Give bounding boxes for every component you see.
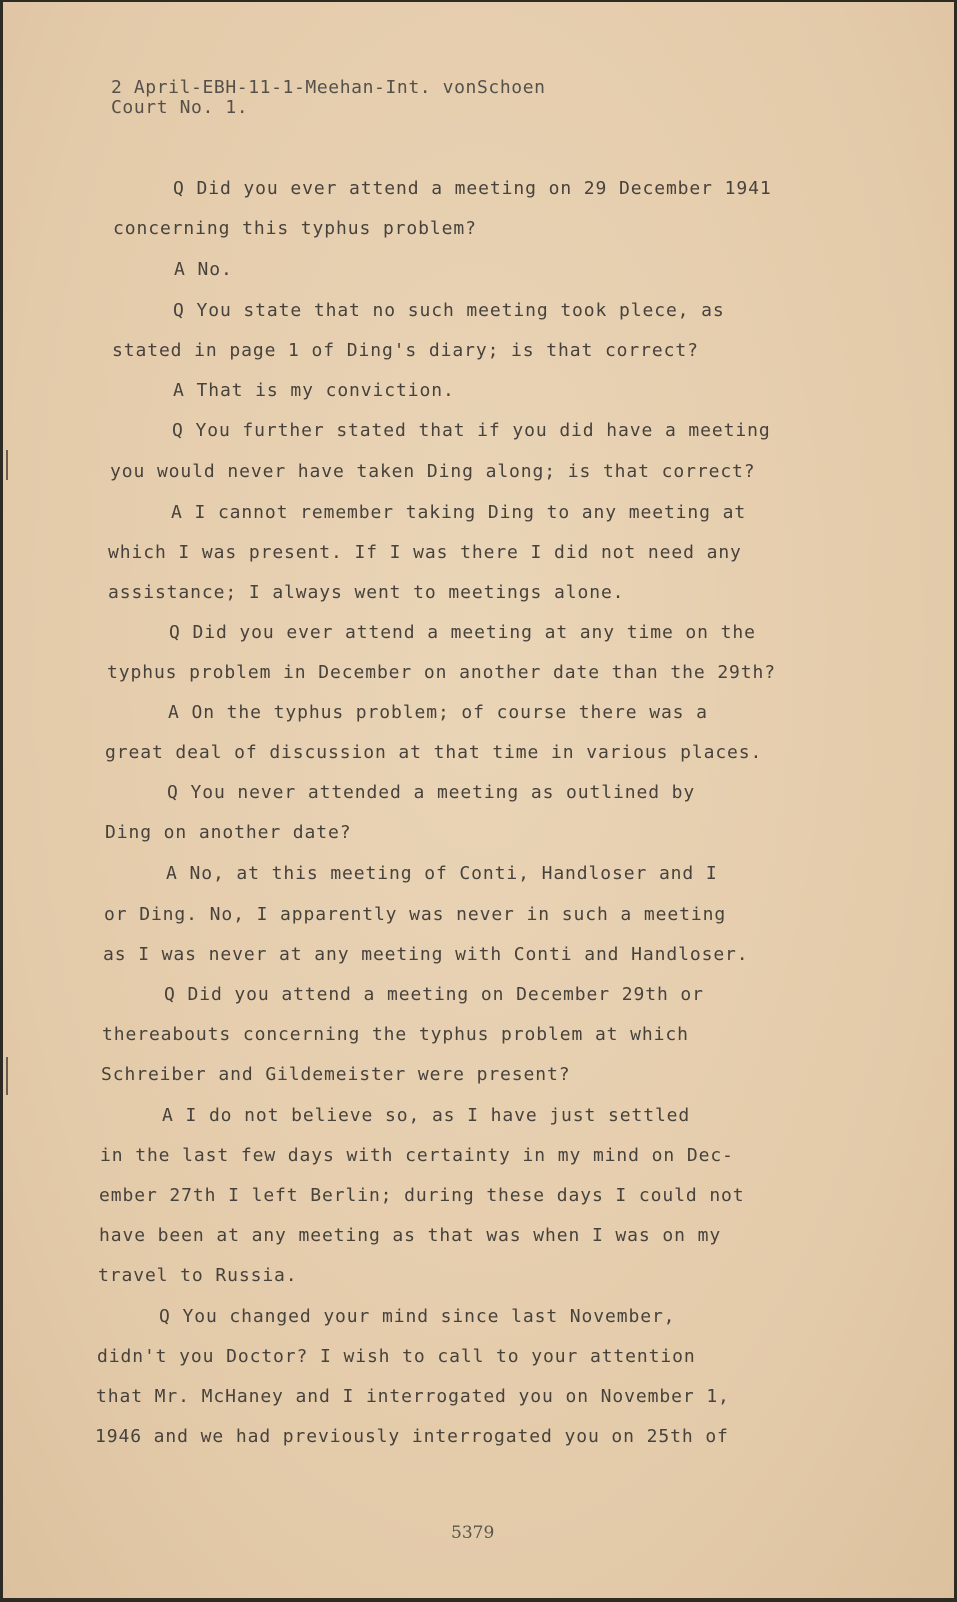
text-line: didn't you Doctor? I wish to call to your attention bbox=[97, 1346, 696, 1367]
text-line: you would never have taken Ding along; is that correct? bbox=[110, 461, 756, 482]
left-edge-mark bbox=[6, 1057, 8, 1095]
text-line: Ding on another date? bbox=[105, 822, 352, 843]
text-line: thereabouts concerning the typhus problem at which bbox=[102, 1024, 689, 1045]
text-line: Q You changed your mind since last November, bbox=[159, 1306, 676, 1327]
text-line: A That is my conviction. bbox=[173, 380, 455, 401]
text-line: travel to Russia. bbox=[98, 1265, 298, 1286]
text-line: A I cannot remember taking Ding to any meeting at bbox=[171, 502, 747, 523]
text-line: ember 27th I left Berlin; during these days I could not bbox=[99, 1185, 745, 1206]
text-line: or Ding. No, I apparently was never in such a meeting bbox=[104, 904, 727, 925]
text-line: 1946 and we had previously interrogated you on 25th of bbox=[95, 1426, 729, 1447]
document-page bbox=[3, 2, 954, 1598]
text-line: typhus problem in December on another date than the 29th? bbox=[107, 662, 777, 683]
header bbox=[111, 78, 546, 118]
text-line: Schreiber and Gildemeister were present? bbox=[101, 1064, 571, 1085]
left-edge-mark bbox=[6, 450, 8, 480]
text-line: A On the typhus problem; of course there was a bbox=[168, 702, 708, 723]
text-line: which I was present. If I was there I did not need any bbox=[108, 542, 742, 563]
text-line: great deal of discussion at that time in various places. bbox=[105, 742, 763, 763]
text-line: A No. bbox=[174, 259, 233, 280]
text-line: Q Did you attend a meeting on December 29th or bbox=[164, 984, 704, 1005]
header-court: Court No. 1. bbox=[111, 97, 249, 118]
text-line: as I was never at any meeting with Conti and Handloser. bbox=[103, 944, 749, 965]
text-line: Q Did you ever attend a meeting on 29 December 1941 bbox=[173, 178, 772, 199]
header-reference: 2 April-EBH-11-1-Meehan-Int. vonSchoen bbox=[111, 77, 546, 98]
text-line: have been at any meeting as that was when I was on my bbox=[99, 1225, 722, 1246]
text-line: that Mr. McHaney and I interrogated you on November 1, bbox=[96, 1386, 730, 1407]
text-line: Q You never attended a meeting as outlined by bbox=[167, 782, 696, 803]
text-line: assistance; I always went to meetings alone. bbox=[108, 582, 625, 603]
text-line: in the last few days with certainty in my mind on Dec- bbox=[100, 1145, 734, 1166]
text-line: A I do not believe so, as I have just settled bbox=[162, 1105, 691, 1126]
text-line: concerning this typhus problem? bbox=[113, 218, 477, 239]
text-line: Q You state that no such meeting took plece, as bbox=[173, 300, 725, 321]
text-line: stated in page 1 of Ding's diary; is that correct? bbox=[112, 340, 699, 361]
text-line: A No, at this meeting of Conti, Handloser and I bbox=[166, 863, 718, 884]
page-number: 5379 bbox=[451, 1523, 495, 1543]
text-line: Q Did you ever attend a meeting at any time on the bbox=[169, 622, 756, 643]
text-line: Q You further stated that if you did have a meeting bbox=[172, 420, 771, 441]
